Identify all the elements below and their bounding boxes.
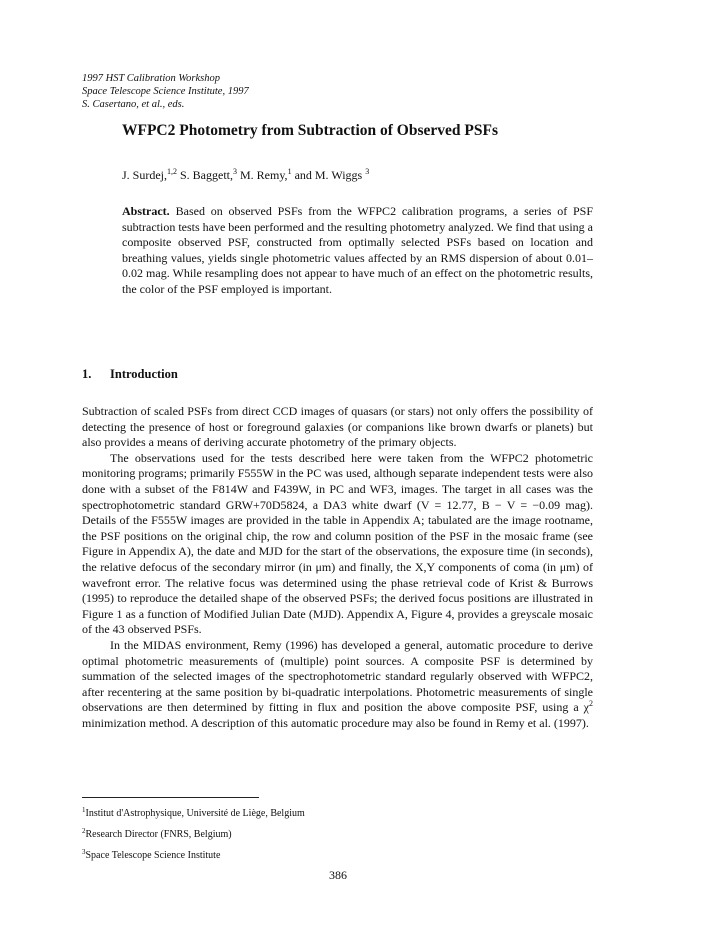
header-line-2: Space Telescope Science Institute, 1997	[82, 86, 249, 97]
footnote-text: Institut d'Astrophysique, Université de Liège, Belgium	[85, 808, 305, 819]
header-line-1: 1997 HST Calibration Workshop	[82, 73, 220, 84]
author-name: J. Surdej,	[122, 168, 167, 182]
footnote-text: Space Telescope Science Institute	[85, 850, 221, 861]
body-text	[82, 404, 593, 731]
author-affiliation: 3	[365, 167, 370, 176]
author-affiliation: 3	[233, 167, 237, 176]
author-name: and M. Wiggs	[291, 168, 366, 182]
section-heading	[82, 367, 602, 382]
footnote-mark: 3	[82, 848, 86, 856]
author-name: M. Remy,	[237, 168, 288, 182]
abstract	[122, 204, 593, 298]
footnote-text: Research Director (FNRS, Belgium)	[85, 829, 232, 840]
superscript: 2	[589, 699, 593, 709]
paragraph: The observations used for the tests described here were taken from the WFPC2 photometric monitoring programs; primarily F555W in the PC was used, although separate independent tests were also done with a subset of the F814W and F439W, in PC and WF3, images. The target in all cases was the spectrophotometric standard GRW+70D5824, a DA3 white dwarf (V = 12.77, B − V = −0.09 mag). Details of the F555W images are provided in the table in Appendix A; tabulated are the image rootname, the PSF positions on the original chip, the row and column position of the PSF in the mosaic frame (see Figure in Appendix A), the date and MJD for the start of the observations, the exposure time (in seconds), the relative defocus of the secondary mirror (in μm) and finally, the X,Y components of coma (in μm) of wavefront error. The relative focus was determined using the phase retrieval code of Krist & Burrows (1995) to reproduce the detailed shape of the observed PSFs; the derived focus positions are illustrated in Figure 1 as a function of Modified Julian Date (MJD). Appendix A, Figure 4, provides a greyscale mosaic of the 43 observed PSFs.	[82, 450, 593, 637]
paper-title: WFPC2 Photometry from Subtraction of Observed PSFs	[122, 122, 498, 139]
author-affiliation: 1,2	[167, 167, 177, 176]
abstract-label: Abstract.	[122, 204, 170, 218]
paragraph-text: In the MIDAS environment, Remy (1996) has developed a general, automatic procedure to derive optimal photometric measurements of (multiple) point sources. A composite PSF is determined by summation of the selected images of the spectrophotometric standard regularly observed with WFPC2, after recentering at the same position by bi-quadratic interpolations. Photometric measurements of single observations are then determined by fitting in flux and position the above composite PSF, using a χ	[82, 637, 593, 715]
footnote-mark: 2	[82, 827, 86, 835]
paragraph	[82, 638, 593, 732]
footnote	[82, 829, 602, 841]
footnote	[82, 808, 602, 820]
paragraph: Subtraction of scaled PSFs from direct CCD images of quasars (or stars) not only offers the possibility of detecting the presence of host or foreground galaxies (or companions like brown dwarfs or planets) but also provides a means of deriving accurate photometry of the primary objects.	[82, 404, 593, 450]
page-number: 386	[329, 868, 347, 882]
footnotes	[82, 808, 602, 871]
author-affiliation: 1	[287, 167, 292, 176]
author-list	[122, 168, 602, 183]
header-line-3: S. Casertano, et al., eds.	[82, 99, 185, 110]
section-title: Introduction	[110, 367, 178, 381]
footnote-mark: 1	[82, 806, 86, 814]
section-number: 1.	[82, 367, 92, 381]
footnote	[82, 850, 602, 862]
paragraph-text: minimization method. A description of this automatic procedure may also be found in Remy et al. (1997).	[82, 715, 589, 730]
conference-header	[82, 72, 602, 111]
author-name: S. Baggett,	[177, 168, 233, 182]
abstract-text: Based on observed PSFs from the WFPC2 calibration programs, a series of PSF subtraction tests have been performed and the resulting photometry analyzed. We find that using a composite observed PSF, constructed from optimally selected PSFs based on location and breathing values, yields single photometric values affected by an RMS dispersion of about 0.01–0.02 mag. While resampling does not appear to have much of an effect on the photometric results, the color of the PSF employed is important.	[122, 204, 594, 296]
footnote-rule	[82, 797, 259, 798]
